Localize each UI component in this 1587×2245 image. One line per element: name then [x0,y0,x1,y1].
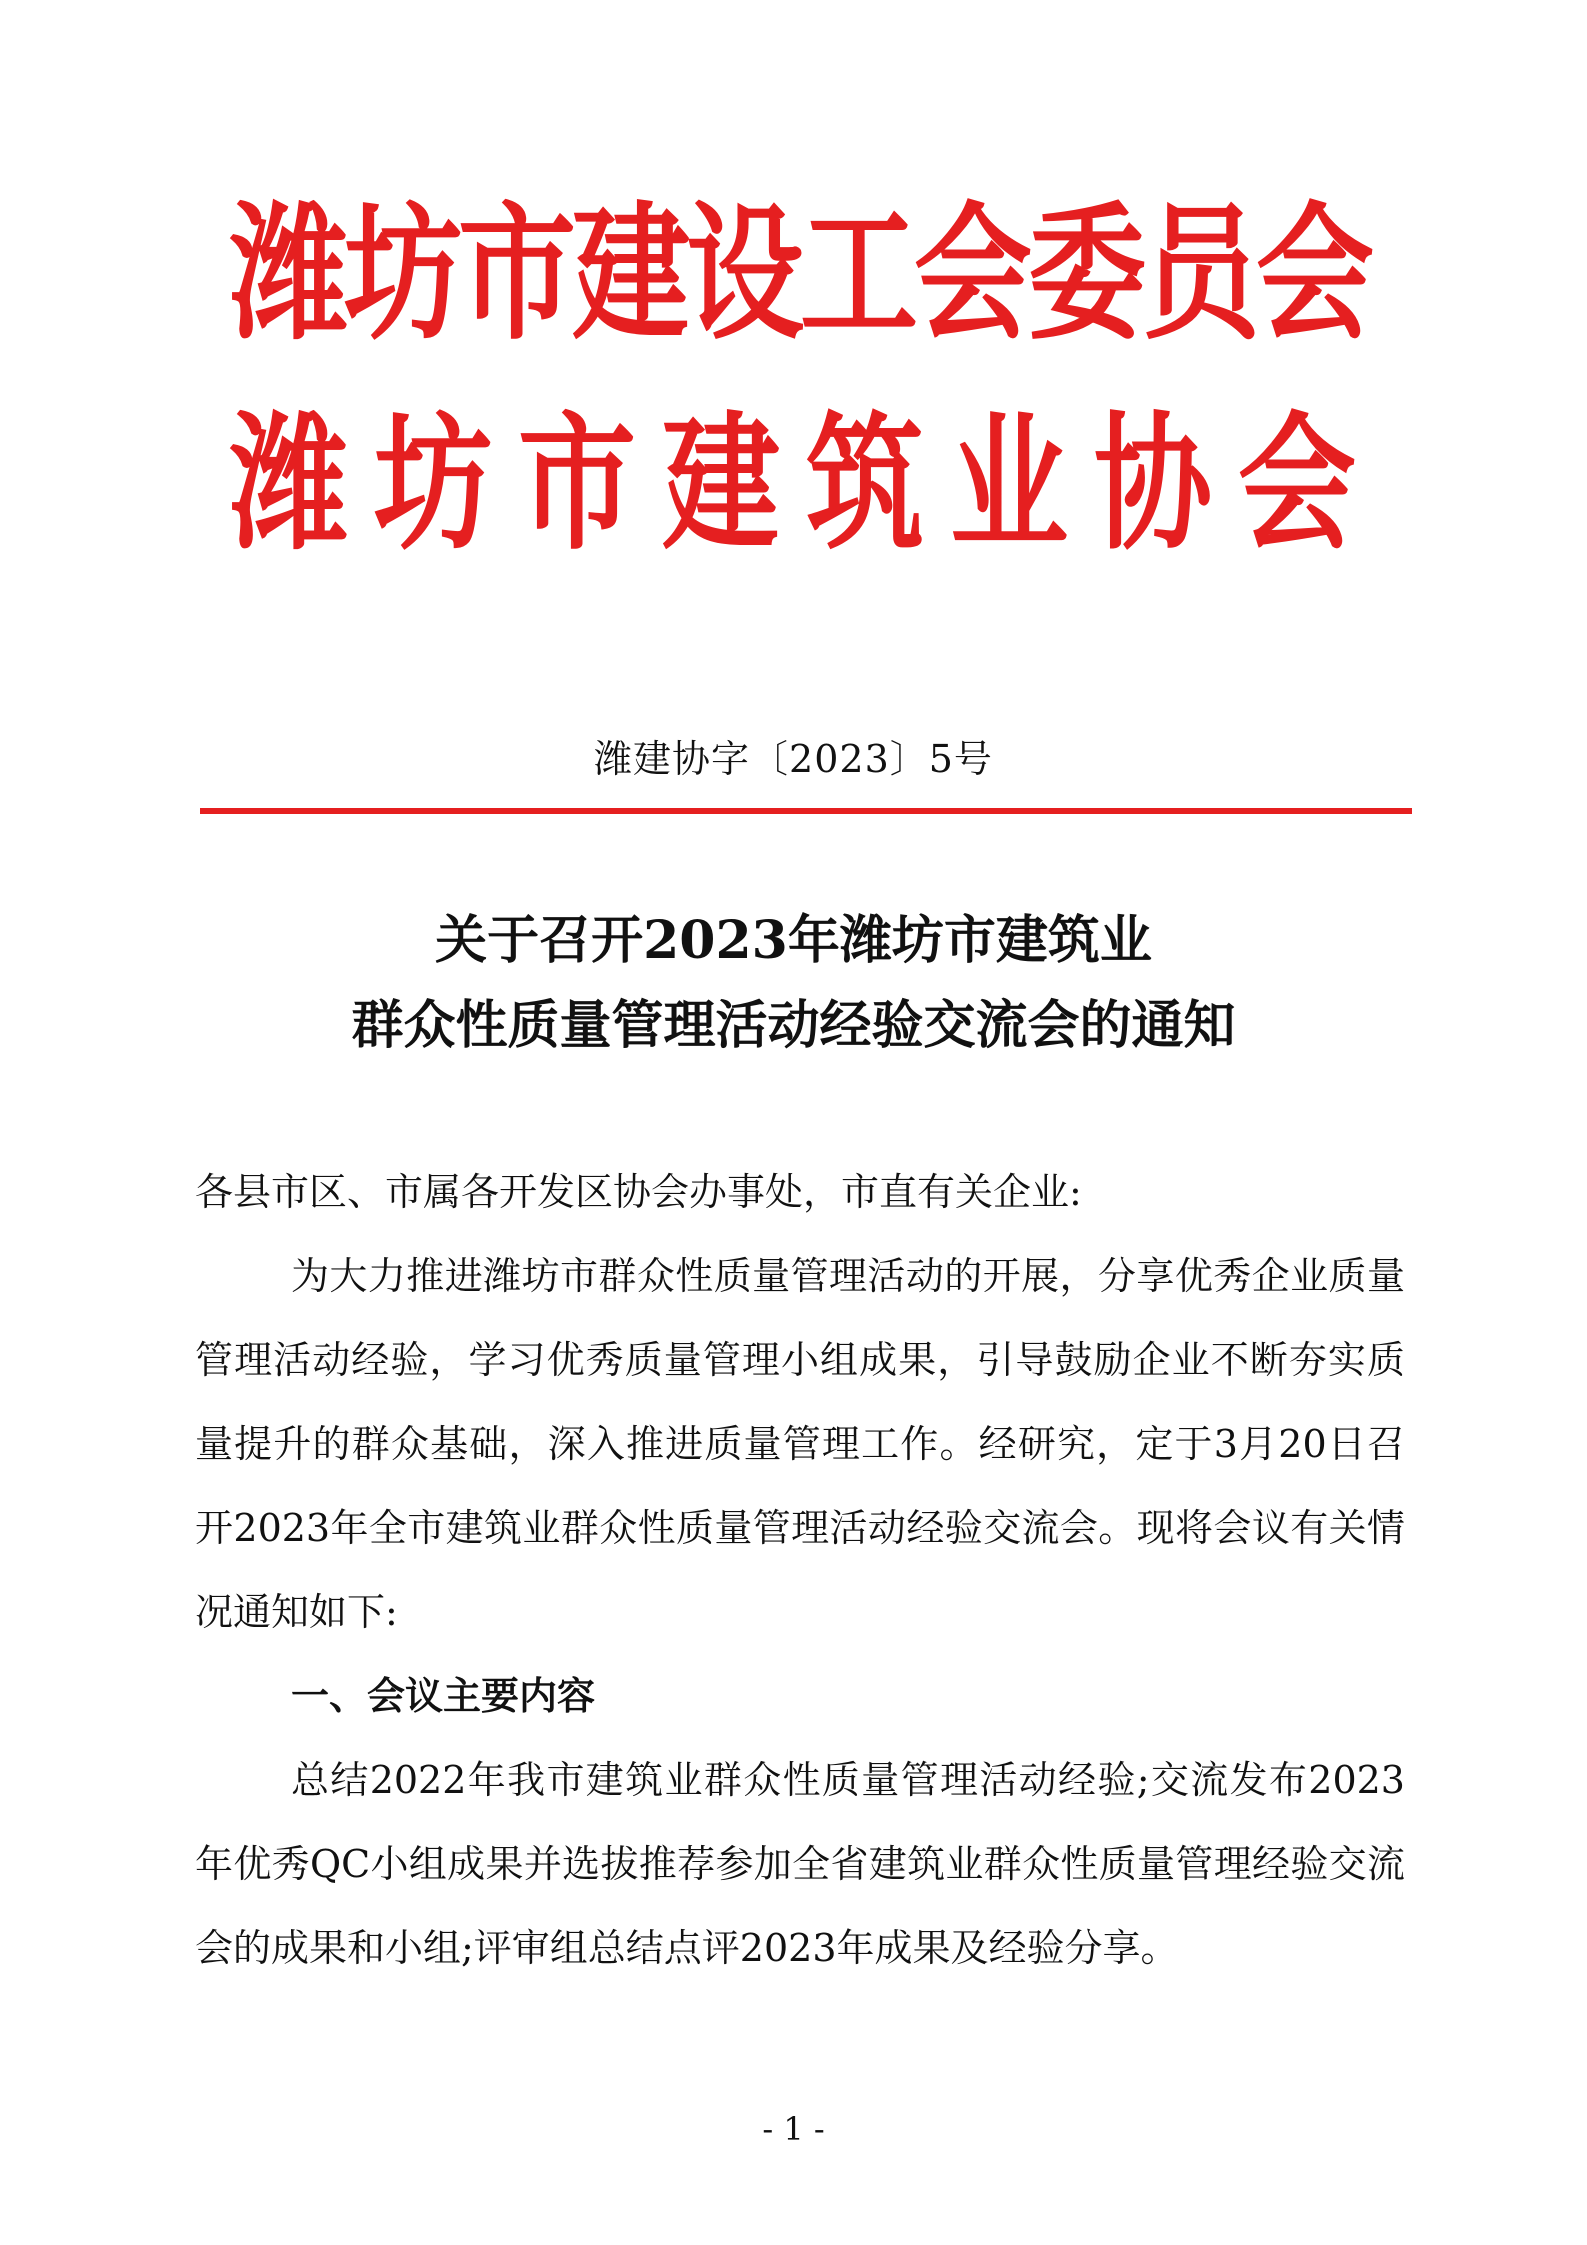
issuing-org-name-2: 潍坊市建筑业协会 [230,397,1383,570]
page-number: - 1 - [762,2110,825,2148]
salutation: 各县市区、市属各开发区协会办事处，市直有关企业: [195,1170,1082,1214]
issuing-org-name-1: 潍坊市建设工会委员会 [230,187,1371,360]
notice-body [195,1150,1405,1990]
red-divider-line [200,808,1412,814]
intro-paragraph: 为大力推进潍坊市群众性质量管理活动的开展，分享优秀企业质量管理活动经验，学习优秀质量管理小组成果，引导鼓励企业不断夯实质量提升的群众基础，深入推进质量管理工作。经研究，定于3月20日召开2023年全市建筑业群众性质量管理活动经验交流会。现将会议有关情况通知如下: [195,1254,1405,1634]
notice-title-line-2: 群众性质量管理活动经验交流会的通知 [351,995,1236,1056]
document-number: 潍建协字〔2023〕5号 [594,737,993,781]
section-heading: 一、会议主要内容 [291,1674,596,1718]
section-paragraph: 总结2022年我市建筑业群众性质量管理活动经验;交流发布2023年优秀QC小组成果并选拔推荐参加全省建筑业群众性质量管理经验交流会的成果和小组;评审组总结点评2023年成果及经验分享。 [195,1758,1405,1970]
notice-title-line-1: 关于召开2023年潍坊市建筑业 [435,910,1152,971]
